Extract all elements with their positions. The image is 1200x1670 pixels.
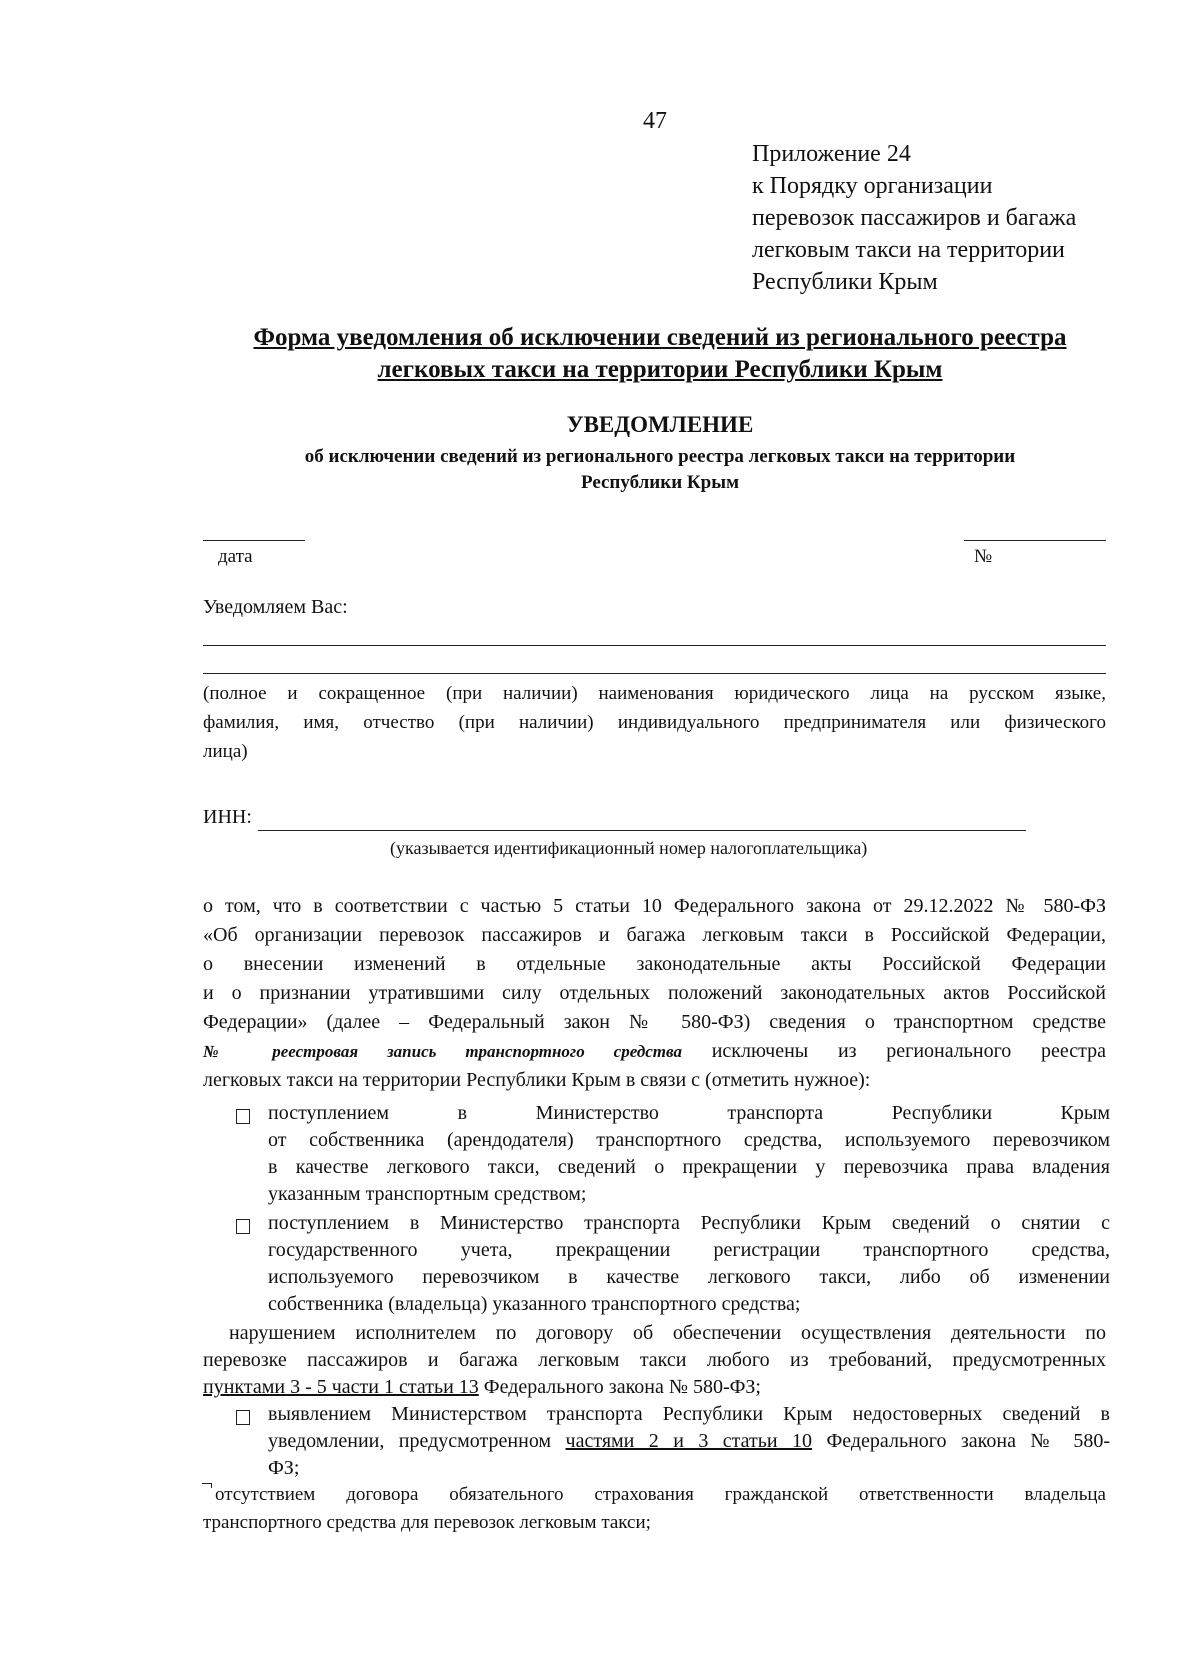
reason-3-text <box>203 1320 1106 1401</box>
reason-2-line: собственника (владельца) указанного транспортного средства; <box>268 1293 801 1315</box>
body-line: о том, что в соответствии с частью 5 статьи 10 Федерального закона от 29.12.2022 № 580-ФЗ <box>203 895 1106 917</box>
appendix-line: к Порядку организации <box>752 173 993 199</box>
reason-1-checkbox[interactable] <box>236 1109 250 1124</box>
body-line: Федерации» (далее – Федеральный закон № 580-ФЗ) сведения о транспортном средстве <box>203 1011 1106 1033</box>
notice-subtitle-line: об исключении сведений из регионального реестра легковых такси на территории <box>304 446 1016 467</box>
appendix-line: Республики Крым <box>752 269 938 295</box>
reason-2-line: используемого перевозчиком в качестве легкового такси, либо об изменении <box>268 1266 1110 1288</box>
form-title <box>200 322 1120 386</box>
notice-heading: УВЕДОМЛЕНИЕ <box>566 412 754 437</box>
reason-5-line: транспортного средства для перевозок легковым такси; <box>203 1512 651 1533</box>
reason-3-line: нарушением исполнителем по договору об обеспечении осуществления деятельности по <box>229 1322 1106 1344</box>
recipient-line-1[interactable] <box>203 645 1106 646</box>
body-line: легковых такси на территории Республики Крым в связи с (отметить нужное): <box>203 1069 871 1091</box>
reason-4-checkbox[interactable] <box>236 1410 250 1425</box>
body-line: «Об организации перевозок пассажиров и багажа легковым такси в Российской Федерации, <box>203 924 1106 946</box>
reason-4-line <box>268 1428 1110 1455</box>
notice-subtitle-line: Республики Крым <box>580 472 740 493</box>
body-text: исключены из регионального реестра <box>682 1040 1106 1062</box>
body-paragraph <box>203 892 1106 1095</box>
reason-1-text <box>268 1100 1110 1208</box>
reason-2-text <box>268 1210 1110 1318</box>
reason-5-text <box>203 1481 1106 1537</box>
inn-label: ИНН: <box>203 806 252 828</box>
appendix-line: Приложение 24 <box>752 141 911 167</box>
form-title-line: легковых такси на территории Республики Крым <box>377 356 943 383</box>
notify-label: Уведомляем Вас: <box>203 596 348 618</box>
appendix-line: легковым такси на территории <box>752 237 1065 263</box>
recipient-line-2[interactable] <box>203 673 1106 674</box>
reason-4-line: ФЗ; <box>268 1457 300 1479</box>
name-caption <box>203 679 1106 766</box>
name-caption-line: (полное и сокращенное (при наличии) наименования юридического лица на русском языке, <box>203 683 1106 704</box>
reason-2-line: поступлением в Министерство транспорта Республики Крым сведений о снятии с <box>268 1212 1110 1234</box>
reason-4-line: выявлением Министерством транспорта Республики Крым недостоверных сведений в <box>268 1403 1110 1425</box>
reason-1-line: поступлением в Министерство транспорта Республики Крым <box>268 1102 1110 1124</box>
reason-1-line: указанным транспортным средством; <box>268 1183 587 1205</box>
appendix-line: перевозок пассажиров и багажа <box>752 205 1077 231</box>
reason-3-rest: Федерального закона № 580-ФЗ; <box>478 1376 761 1398</box>
body-line: и о признании утратившими силу отдельных положений законодательных актов Российской <box>203 982 1106 1004</box>
reason-2-checkbox[interactable] <box>236 1219 250 1234</box>
reason-3-line: перевозке пассажиров и багажа легковым такси любого из требований, предусмотренных <box>203 1349 1106 1371</box>
body-line <box>203 1037 1106 1066</box>
registry-entry-placeholder: № реестровая запись транспортного средства <box>203 1042 683 1061</box>
number-label: № <box>974 546 993 567</box>
reason-4-text-pre: уведомлении, предусмотренном <box>268 1430 566 1452</box>
name-caption-line: лица) <box>203 741 248 762</box>
reason-5-line: отсутствием договора обязательного страхования гражданской ответственности владельца <box>215 1484 1106 1505</box>
date-field-line[interactable] <box>203 540 305 541</box>
name-caption-line: фамилия, имя, отчество (при наличии) индивидуального предпринимателя или физического <box>203 712 1106 733</box>
body-line: о внесении изменений в отдельные законодательные акты Российской Федерации <box>203 953 1106 975</box>
reason-1-line: в качестве легкового такси, сведений о прекращении у перевозчика права владения <box>268 1156 1110 1178</box>
number-field-line[interactable] <box>964 540 1106 541</box>
page-number: 47 <box>643 108 667 134</box>
reason-3-line <box>203 1374 1106 1401</box>
reason-4-text-post: Федерального закона № 580- <box>812 1430 1110 1452</box>
appendix-block <box>752 138 1076 298</box>
law-link[interactable]: пунктами 3 - 5 части 1 статьи 13 <box>203 1376 479 1398</box>
inn-field-line[interactable] <box>258 830 1026 831</box>
notice-subtitle <box>200 444 1120 496</box>
reason-2-line: государственного учета, прекращении регистрации транспортного средства, <box>268 1239 1110 1261</box>
reason-4-text <box>268 1401 1110 1482</box>
date-label: дата <box>218 546 253 567</box>
reason-1-line: от собственника (арендодателя) транспортного средства, используемого перевозчиком <box>268 1129 1110 1151</box>
inn-caption: (указывается идентификационный номер налогоплательщика) <box>390 838 868 858</box>
law-link[interactable]: частями 2 и 3 статьи 10 <box>565 1430 813 1452</box>
form-title-line: Форма уведомления об исключении сведений из регионального реестра <box>253 324 1067 351</box>
